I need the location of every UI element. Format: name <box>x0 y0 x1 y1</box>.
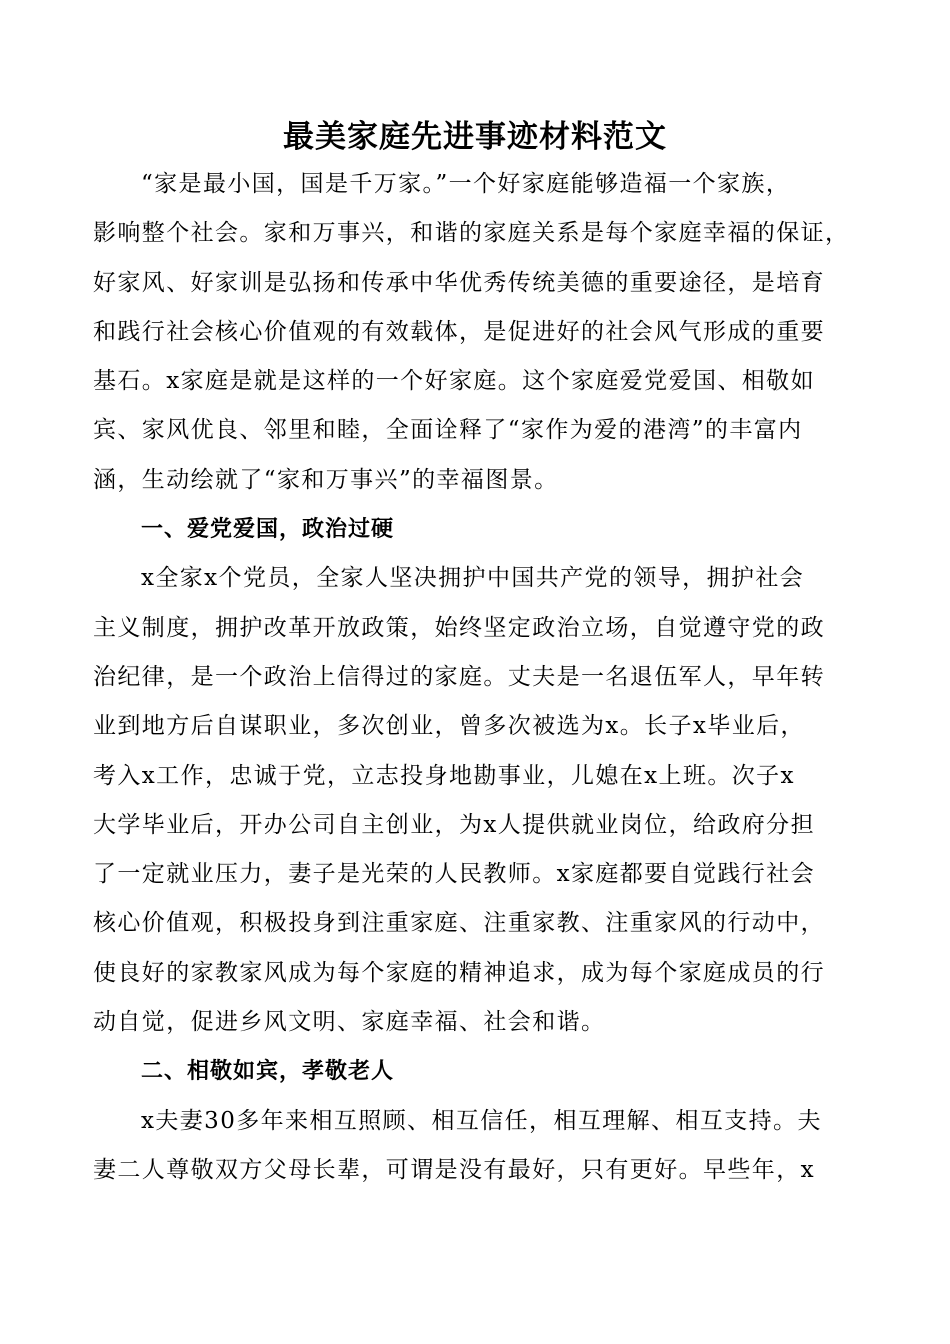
paragraph-line: 主义制度，拥护改革开放政策，始终坚定政治立场，自觉遵守党的政 <box>93 614 825 641</box>
paragraph-line: x全家x个党员，全家人坚决拥护中国共产党的领导，拥护社会 <box>141 565 805 592</box>
paragraph-line: 业到地方后自谋职业，多次创业，曾多次被选为x。长子x毕业后， <box>93 713 805 740</box>
section-heading-1: 一、爱党爱国，政治过硬 <box>141 517 395 543</box>
paragraph-line: 和践行社会核心价值观的有效载体，是促进好的社会风气形成的重要 <box>93 318 825 345</box>
paragraph-line: 好家风、好家训是弘扬和传承中华优秀传统美德的重要途径，是培育 <box>93 269 825 296</box>
paragraph-line: 使良好的家教家风成为每个家庭的精神追求，成为每个家庭成员的行 <box>93 959 825 986</box>
paragraph-line: 了一定就业压力，妻子是光荣的人民教师。x家庭都要自觉践行社会 <box>93 861 815 888</box>
paragraph-line: 涵，生动绘就了“家和万事兴”的幸福图景。 <box>93 466 559 493</box>
paragraph-line: 妻二人尊敬双方父母长辈，可谓是没有最好，只有更好。早些年，x <box>93 1156 815 1183</box>
paragraph-line: 动自觉，促进乡风文明、家庭幸福、社会和谐。 <box>93 1009 606 1036</box>
paragraph-line: 治纪律，是一个政治上信得过的家庭。丈夫是一名退伍军人，早年转 <box>93 663 825 690</box>
document-body <box>93 160 883 1195</box>
document-title: 最美家庭先进事迹材料范文 <box>283 119 667 155</box>
paragraph-line: 宾、家风优良、邻里和睦，全面诠释了“家作为爱的港湾”的丰富内 <box>93 417 803 444</box>
section-heading-2: 二、相敬如宾，孝敬老人 <box>141 1059 395 1085</box>
paragraph-line: “家是最小国，国是千万家。”一个好家庭能够造福一个家族， <box>141 171 791 197</box>
paragraph-line: 基石。x家庭是就是这样的一个好家庭。这个家庭爱党爱国、相敬如 <box>93 368 815 395</box>
paragraph-line: x夫妻30多年来相互照顾、相互信任，相互理解、相互支持。夫 <box>141 1107 822 1134</box>
paragraph-line: 核心价值观，积极投身到注重家庭、注重家教、注重家风的行动中， <box>93 910 825 937</box>
paragraph-line: 大学毕业后，开办公司自主创业，为x人提供就业岗位，给政府分担 <box>93 811 815 838</box>
paragraph-line: 考入x工作，忠诚于党，立志投身地勘事业，儿媳在x上班。次子x <box>93 762 795 789</box>
paragraph-line: 影响整个社会。家和万事兴，和谐的家庭关系是每个家庭幸福的保证， <box>93 220 850 247</box>
